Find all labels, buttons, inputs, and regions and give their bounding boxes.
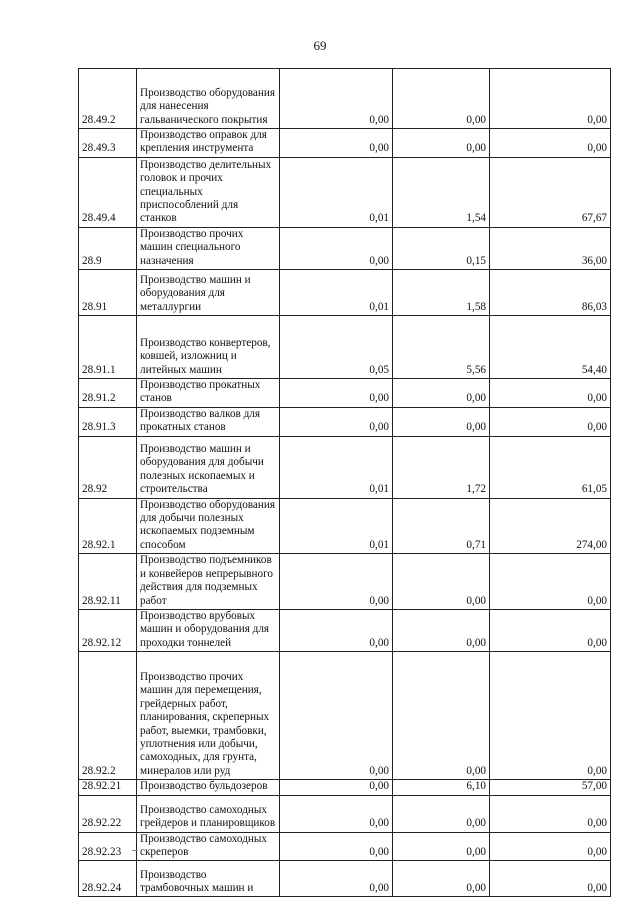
- table-row: [79, 652, 611, 780]
- row-value-1: 0,00: [280, 407, 393, 436]
- table-row: [79, 795, 611, 832]
- table-row: [79, 270, 611, 316]
- table-row: [79, 609, 611, 651]
- row-code: 28.91.3: [79, 407, 137, 436]
- row-value-1: 0,00: [280, 795, 393, 832]
- row-code: 28.92.1: [79, 498, 137, 554]
- table-row: [79, 861, 611, 897]
- row-code: 28.92.24: [79, 861, 137, 897]
- row-name: Производство трамбовочных машин и: [137, 861, 280, 897]
- row-code: 28.49.3: [79, 129, 137, 158]
- row-value-1: 0,00: [280, 227, 393, 269]
- row-value-3: 67,67: [490, 157, 611, 227]
- row-value-2: 0,15: [393, 227, 490, 269]
- row-code: 28.9: [79, 227, 137, 269]
- table-row: [79, 69, 611, 129]
- row-value-1: 0,00: [280, 129, 393, 158]
- row-code: 28.92.23: [79, 832, 137, 861]
- row-value-1: 0,00: [280, 554, 393, 610]
- row-value-2: 0,00: [393, 832, 490, 861]
- row-value-3: 0,00: [490, 129, 611, 158]
- row-value-3: 0,00: [490, 832, 611, 861]
- row-name: Производство конвертеров, ковшей, изложниц и литейных машин: [137, 316, 280, 379]
- row-name: Производство оправок для крепления инструмента: [137, 129, 280, 158]
- row-name: Производство прочих машин для перемещения, грейдерных работ, планирования, скреперных работ, выемки, трамбовки, уплотнения или добычи, самоходных, для грунта, минералов или руд: [137, 652, 280, 780]
- row-name: Производство прочих машин специального назначения: [137, 227, 280, 269]
- row-value-2: 0,71: [393, 498, 490, 554]
- table-row: [79, 832, 611, 861]
- row-value-3: 57,00: [490, 780, 611, 795]
- row-value-2: 1,54: [393, 157, 490, 227]
- row-value-1: 0,00: [280, 832, 393, 861]
- row-value-2: 0,00: [393, 795, 490, 832]
- row-value-3: 274,00: [490, 498, 611, 554]
- row-code: 28.91.2: [79, 379, 137, 408]
- row-value-2: 1,72: [393, 436, 490, 498]
- table-row: [79, 498, 611, 554]
- row-name: Производство оборудования для добычи полезных ископаемых подземным способом: [137, 498, 280, 554]
- row-value-1: 0,00: [280, 652, 393, 780]
- row-value-3: 0,00: [490, 379, 611, 408]
- row-name: Производство валков для прокатных станов: [137, 407, 280, 436]
- row-value-3: 0,00: [490, 861, 611, 897]
- table-row: [79, 554, 611, 610]
- row-value-3: 54,40: [490, 316, 611, 379]
- row-name: Производство оборудования для нанесения гальванического покрытия: [137, 69, 280, 129]
- row-value-1: 0,00: [280, 609, 393, 651]
- row-value-1: 0,00: [280, 861, 393, 897]
- row-value-1: 0,00: [280, 379, 393, 408]
- table-row: [79, 129, 611, 158]
- row-value-2: 0,00: [393, 407, 490, 436]
- table-row: [79, 379, 611, 408]
- row-value-3: 86,03: [490, 270, 611, 316]
- row-code: 28.92.2: [79, 652, 137, 780]
- table-row: [79, 316, 611, 379]
- data-table: [78, 68, 611, 897]
- row-name: Производство бульдозеров: [137, 780, 280, 795]
- row-value-1: 0,00: [280, 69, 393, 129]
- row-name: Производство делительных головок и прочих специальных приспособлений для станков: [137, 157, 280, 227]
- row-name: Производство машин и оборудования для металлургии: [137, 270, 280, 316]
- row-value-2: 0,00: [393, 129, 490, 158]
- row-value-3: 0,00: [490, 69, 611, 129]
- scan-mark: [132, 850, 138, 851]
- table-row: [79, 407, 611, 436]
- row-value-2: 0,00: [393, 379, 490, 408]
- row-code: 28.49.2: [79, 69, 137, 129]
- table-body: [79, 69, 611, 897]
- row-code: 28.92: [79, 436, 137, 498]
- page-number: 69: [313, 38, 327, 53]
- row-name: Производство машин и оборудования для добычи полезных ископаемых и строительства: [137, 436, 280, 498]
- row-name: Производство самоходных скреперов: [137, 832, 280, 861]
- row-name: Производство прокатных станов: [137, 379, 280, 408]
- row-value-2: 6,10: [393, 780, 490, 795]
- row-code: 28.91: [79, 270, 137, 316]
- row-code: 28.92.22: [79, 795, 137, 832]
- row-value-3: 0,00: [490, 554, 611, 610]
- row-value-1: 0,01: [280, 498, 393, 554]
- row-value-2: 0,00: [393, 554, 490, 610]
- row-value-1: 0,05: [280, 316, 393, 379]
- row-value-1: 0,00: [280, 780, 393, 795]
- row-code: 28.91.1: [79, 316, 137, 379]
- row-value-3: 0,00: [490, 652, 611, 780]
- table-row: [79, 436, 611, 498]
- row-value-3: 61,05: [490, 436, 611, 498]
- row-value-2: 0,00: [393, 609, 490, 651]
- row-value-2: 0,00: [393, 69, 490, 129]
- row-value-2: 1,58: [393, 270, 490, 316]
- row-value-3: 36,00: [490, 227, 611, 269]
- row-code: 28.49.4: [79, 157, 137, 227]
- table-row: [79, 780, 611, 795]
- row-value-3: 0,00: [490, 407, 611, 436]
- table-row: [79, 227, 611, 269]
- table-row: [79, 157, 611, 227]
- row-value-1: 0,01: [280, 270, 393, 316]
- row-value-1: 0,01: [280, 157, 393, 227]
- row-value-3: 0,00: [490, 609, 611, 651]
- row-name: Производство самоходных грейдеров и планировщиков: [137, 795, 280, 832]
- row-value-2: 0,00: [393, 861, 490, 897]
- row-code: 28.92.12: [79, 609, 137, 651]
- row-value-3: 0,00: [490, 795, 611, 832]
- row-code: 28.92.11: [79, 554, 137, 610]
- row-name: Производство подъемников и конвейеров непрерывного действия для подземных работ: [137, 554, 280, 610]
- row-code: 28.92.21: [79, 780, 137, 795]
- row-name: Производство врубовых машин и оборудования для проходки тоннелей: [137, 609, 280, 651]
- row-value-1: 0,01: [280, 436, 393, 498]
- row-value-2: 5,56: [393, 316, 490, 379]
- row-value-2: 0,00: [393, 652, 490, 780]
